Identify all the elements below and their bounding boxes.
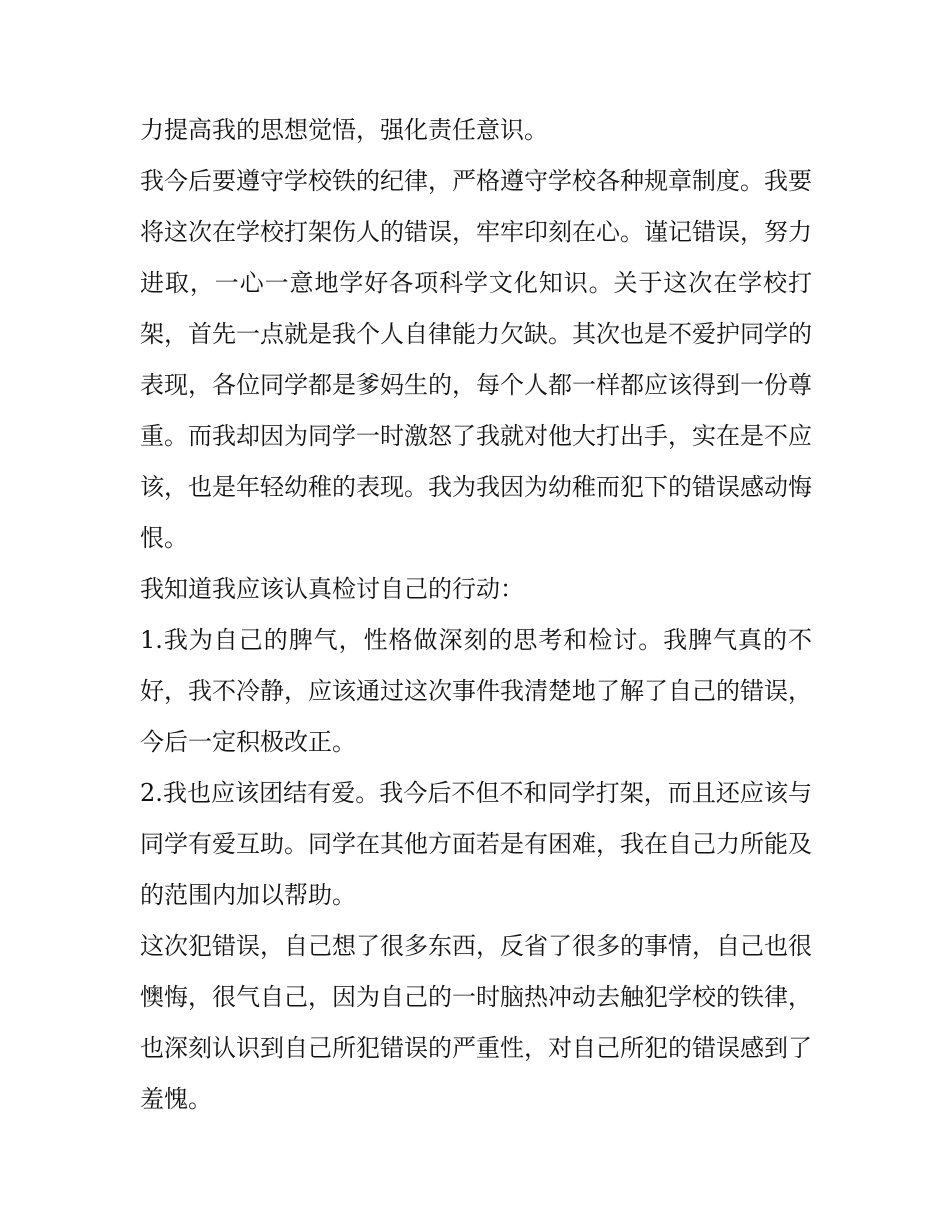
paragraph-review-intro: 我知道我应该认真检讨自己的行动： <box>140 575 524 603</box>
document-body <box>140 105 812 1125</box>
paragraph-reflection: 这次犯错误，自己想了很多东西，反省了很多的事情，自己也很懊悔，很气自己，因为自己的一时脑热冲动去触犯学校的铁律，也深刻认识到自己所犯错误的严重性，对自己所犯的错误感到了羞愧。 <box>140 932 812 1113</box>
paragraph-point-1: 1.我为自己的脾气，性格做深刻的思考和检讨。我脾气真的不好，我不冷静，应该通过这次事件我清楚地了解了自己的错误，今后一定积极改正。 <box>140 626 812 756</box>
paragraph-point-2: 2.我也应该团结有爱。我今后不但不和同学打架，而且还应该与同学有爱互助。同学在其他方面若是有困难，我在自己力所能及的范围内加以帮助。 <box>140 779 812 909</box>
paragraph-discipline: 我今后要遵守学校铁的纪律，严格遵守学校各种规章制度。我要将这次在学校打架伤人的错误，牢牢印刻在心。谨记错误，努力进取，一心一意地学好各项科学文化知识。关于这次在学校打架，首先一点就是我个人自律能力欠缺。其次也是不爱护同学的表现，各位同学都是爹妈生的，每个人都一样都应该得到一份尊重。而我却因为同学一时激怒了我就对他大打出手，实在是不应该，也是年轻幼稚的表现。我为我因为幼稚而犯下的错误感动悔恨。 <box>140 167 812 552</box>
paragraph-continuation: 力提高我的思想觉悟，强化责任意识。 <box>140 116 548 144</box>
